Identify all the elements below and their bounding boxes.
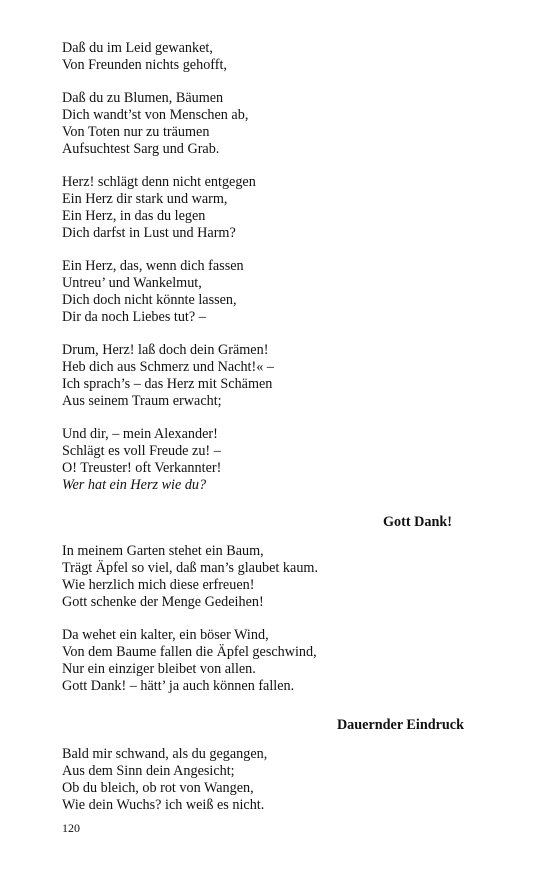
- verse-line: Ein Herz dir stark und warm,: [62, 191, 228, 207]
- verse-line: Wie dein Wuchs? ich weiß es nicht.: [62, 797, 265, 813]
- verse-line: Gott Dank! – hätt’ ja auch können fallen.: [62, 678, 295, 694]
- page-number: 120: [62, 821, 80, 835]
- verse-line: Dich darfst in Lust und Harm?: [62, 225, 236, 241]
- poem-1-stanza-2: [62, 90, 482, 158]
- verse-line: Schlägt es voll Freude zu! –: [62, 443, 221, 459]
- verse-line: Ein Herz, in das du legen: [62, 208, 206, 224]
- verse-line: Herz! schlägt denn nicht entgegen: [62, 174, 256, 190]
- poem-title: Dauernder Eindruck: [336, 717, 464, 733]
- verse-line: Gott schenke der Menge Gedeihen!: [62, 594, 264, 610]
- verse-line: Von Freunden nichts gehofft,: [62, 57, 227, 73]
- verse-line: Dich wandt’st von Menschen ab,: [62, 107, 249, 123]
- verse-line: Ich sprach’s – das Herz mit Schämen: [62, 376, 273, 392]
- verse-line: Dich doch nicht könnte lassen,: [62, 292, 237, 308]
- verse-line: Da wehet ein kalter, ein böser Wind,: [62, 627, 269, 643]
- verse-line: O! Treuster! oft Verkannter!: [62, 460, 222, 476]
- poem-1-stanza-5: [62, 342, 482, 410]
- poem-2: [62, 514, 482, 695]
- verse-line: Untreu’ und Wankelmut,: [62, 275, 202, 291]
- poem-1-stanza-3: [62, 174, 482, 242]
- verse-line: Heb dich aus Schmerz und Nacht!« –: [62, 359, 274, 375]
- verse-line: Bald mir schwand, als du gegangen,: [62, 746, 268, 762]
- verse-line: Aus dem Sinn dein Angesicht;: [62, 763, 235, 779]
- poem-2-stanza-2: [62, 627, 482, 695]
- poem-3-stanza-1: [62, 746, 482, 814]
- page-body: [62, 40, 482, 830]
- verse-line: Trägt Äpfel so viel, daß man’s glaubet kaum.: [62, 560, 318, 576]
- poem-1-stanza-6: [62, 426, 482, 494]
- verse-line: Von dem Baume fallen die Äpfel geschwind,: [62, 644, 317, 660]
- verse-line: Wie herzlich mich diese erfreuen!: [62, 577, 255, 593]
- poem-title: Gott Dank!: [383, 514, 452, 530]
- verse-line: Drum, Herz! laß doch dein Grämen!: [62, 342, 269, 358]
- poem-1: [62, 40, 482, 494]
- verse-line-italic: Wer hat ein Herz wie du?: [62, 477, 207, 493]
- poem-2-stanza-1: [62, 543, 482, 611]
- verse-line: Nur ein einziger bleibet von allen.: [62, 661, 256, 677]
- verse-line: Dir da noch Liebes tut? –: [62, 309, 206, 325]
- verse-line: In meinem Garten stehet ein Baum,: [62, 543, 264, 559]
- verse-line: Und dir, – mein Alexander!: [62, 426, 218, 442]
- poem-3: [62, 717, 482, 814]
- poem-1-stanza-1: [62, 40, 482, 74]
- verse-line: Ein Herz, das, wenn dich fassen: [62, 258, 244, 274]
- verse-line: Daß du zu Blumen, Bäumen: [62, 90, 224, 106]
- verse-line: Von Toten nur zu träumen: [62, 124, 210, 140]
- verse-line: Aufsuchtest Sarg und Grab.: [62, 141, 220, 157]
- poem-1-stanza-4: [62, 258, 482, 326]
- verse-line: Daß du im Leid gewanket,: [62, 40, 213, 56]
- verse-line: Ob du bleich, ob rot von Wangen,: [62, 780, 254, 796]
- verse-line: Aus seinem Traum erwacht;: [62, 393, 222, 409]
